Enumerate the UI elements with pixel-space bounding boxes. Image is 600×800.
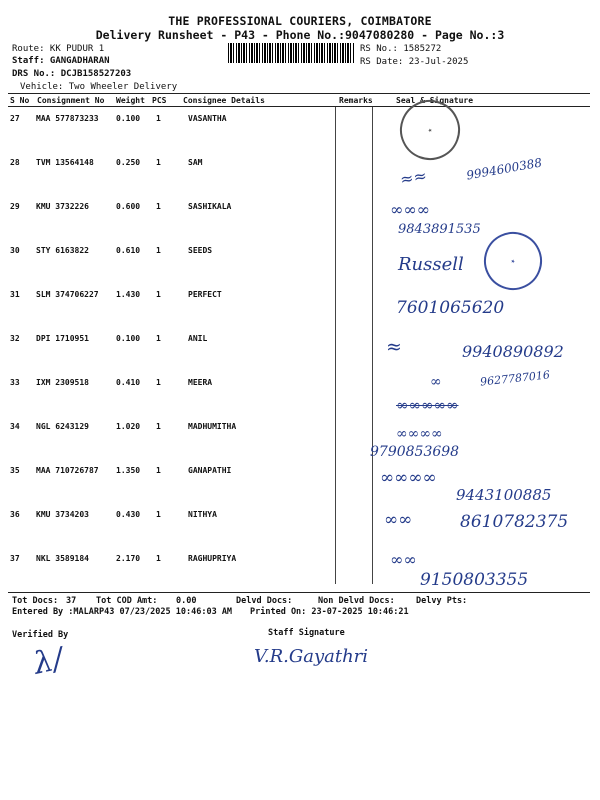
row-pcs: 1 — [156, 422, 161, 431]
row-weight: 1.020 — [116, 422, 141, 431]
handwritten-signature: ≈ — [386, 336, 402, 358]
row-sno: 31 — [10, 290, 20, 299]
row-consignment: MAA 577873233 — [36, 114, 99, 123]
handwritten-signature: ∞ — [430, 374, 442, 390]
handwritten-number: 9843891535 — [398, 222, 481, 237]
row-consignment: NGL 6243129 — [36, 422, 89, 431]
staff-label: Staff: GANGADHARAN — [12, 56, 110, 66]
row-sno: 35 — [10, 466, 20, 475]
handwritten-number: 9790853698 — [370, 444, 460, 460]
tot-docs-value: 37 — [66, 596, 77, 606]
row-weight: 0.410 — [116, 378, 141, 387]
drs-label: DRS No.: DCJB158527203 — [12, 69, 132, 79]
row-consignment: KMU 3732226 — [36, 202, 89, 211]
row-consignee: PERFECT — [188, 290, 222, 299]
handwritten-signature: Russell — [398, 254, 464, 275]
col-header-remarks: Remarks — [339, 96, 373, 105]
row-consignee: MADHUMITHA — [188, 422, 237, 431]
handwritten-number: 9443100885 — [456, 486, 552, 504]
row-sno: 33 — [10, 378, 20, 387]
row-weight: 0.100 — [116, 114, 141, 123]
seal-stamp: ★ — [390, 90, 470, 170]
row-consignee: GANAPATHI — [188, 466, 232, 475]
row-consignee: ANIL — [188, 334, 208, 343]
tot-docs-label: Tot Docs: — [12, 596, 59, 606]
row-pcs: 1 — [156, 202, 161, 211]
handwritten-number: 9150803355 — [420, 570, 529, 590]
row-consignee: SASHIKALA — [188, 202, 232, 211]
row-consignee: NITHYA — [188, 510, 217, 519]
handwritten-signature: ∞∞∞∞∞ — [396, 396, 459, 414]
row-consignee: MEERA — [188, 378, 213, 387]
row-pcs: 1 — [156, 246, 161, 255]
delvy-pts-label: Delvy Pts: — [416, 596, 468, 606]
row-pcs: 1 — [156, 290, 161, 299]
row-weight: 0.610 — [116, 246, 141, 255]
handwritten-number: 8610782375 — [460, 512, 569, 532]
row-consignee: RAGHUPRIYA — [188, 554, 237, 563]
handwritten-signature: ∞∞∞∞ — [396, 426, 443, 442]
verified-by-label: Verified By — [12, 630, 69, 640]
col-header-consignment: Consignment No — [37, 96, 105, 105]
col-header-consignee: Consignee Details — [183, 96, 265, 105]
row-sno: 27 — [10, 114, 20, 123]
handwritten-number: 7601065620 — [396, 298, 505, 318]
row-consignment: NKL 3589184 — [36, 554, 89, 563]
row-consignee: VASANTHA — [188, 114, 227, 123]
handwritten-signature: ∞∞∞∞ — [380, 468, 437, 488]
row-pcs: 1 — [156, 114, 161, 123]
row-weight: 1.430 — [116, 290, 141, 299]
row-pcs: 1 — [156, 158, 161, 167]
runsheet-title: Delivery Runsheet - P43 - Phone No.:9047080280 - Page No.:3 — [95, 28, 505, 42]
tot-cod-value: 0.00 — [176, 596, 197, 606]
table-row — [8, 415, 590, 459]
handwritten-signature: ∞∞ — [390, 550, 417, 569]
row-pcs: 1 — [156, 378, 161, 387]
delvd-docs-label: Delvd Docs: — [236, 596, 293, 606]
row-pcs: 1 — [156, 466, 161, 475]
row-consignment: DPI 1710951 — [36, 334, 89, 343]
seal-stamp: ★ — [476, 224, 550, 298]
row-sno: 36 — [10, 510, 20, 519]
row-sno: 28 — [10, 158, 20, 167]
barcode — [228, 43, 354, 63]
col-header-pcs: PCS — [152, 96, 167, 105]
row-sno: 32 — [10, 334, 20, 343]
col-header-sno: S No — [10, 96, 30, 105]
row-consignment: STY 6163822 — [36, 246, 89, 255]
rs-number: RS No.: 1585272 — [360, 44, 442, 54]
row-consignment: SLM 374706227 — [36, 290, 99, 299]
table-bottom-rule — [8, 592, 590, 593]
row-consignment: MAA 710726787 — [36, 466, 99, 475]
handwritten-number: 9994600388 — [465, 155, 543, 183]
entered-by: Entered By :MALARP43 07/23/2025 10:46:03 AM — [12, 607, 233, 617]
row-sno: 34 — [10, 422, 20, 431]
handwritten-number: 9627787016 — [479, 368, 551, 389]
staff-signature-label: Staff Signature — [268, 628, 345, 638]
row-consignee: SEEDS — [188, 246, 213, 255]
staff-signature: V.R.Gayathri — [254, 646, 369, 667]
vehicle-label: Vehicle: Two Wheeler Delivery — [20, 82, 178, 92]
row-weight: 0.100 — [116, 334, 141, 343]
route-label: Route: KK PUDUR 1 — [12, 44, 105, 54]
col-header-weight: Weight — [116, 96, 145, 105]
row-sno: 37 — [10, 554, 20, 563]
company-title: THE PROFESSIONAL COURIERS, COIMBATORE — [168, 14, 432, 28]
col-header-seal: Seal & Signature — [396, 96, 474, 105]
row-sno: 29 — [10, 202, 20, 211]
rs-date: RS Date: 23-Jul-2025 — [360, 57, 469, 67]
handwritten-signature: ∞∞∞ — [390, 200, 430, 219]
handwritten-signature: ∞∞ — [384, 510, 413, 530]
row-weight: 0.430 — [116, 510, 141, 519]
non-delvd-docs-label: Non Delvd Docs: — [318, 596, 395, 606]
row-pcs: 1 — [156, 510, 161, 519]
row-weight: 0.250 — [116, 158, 141, 167]
verifier-signature: λ/ — [30, 641, 67, 682]
row-pcs: 1 — [156, 334, 161, 343]
row-consignment: TVM 13564148 — [36, 158, 94, 167]
row-consignment: IXM 2309518 — [36, 378, 89, 387]
row-weight: 0.600 — [116, 202, 141, 211]
table-top-rule — [8, 93, 590, 94]
printed-on: Printed On: 23-07-2025 10:46:21 — [250, 607, 409, 617]
row-consignee: SAM — [188, 158, 203, 167]
row-consignment: KMU 3734203 — [36, 510, 89, 519]
row-weight: 2.170 — [116, 554, 141, 563]
row-pcs: 1 — [156, 554, 161, 563]
row-sno: 30 — [10, 246, 20, 255]
tot-cod-label: Tot COD Amt: — [96, 596, 158, 606]
handwritten-number: 9940890892 — [462, 342, 564, 361]
handwritten-signature: ≈≈ — [398, 165, 429, 190]
row-weight: 1.350 — [116, 466, 141, 475]
table-row — [8, 107, 590, 151]
